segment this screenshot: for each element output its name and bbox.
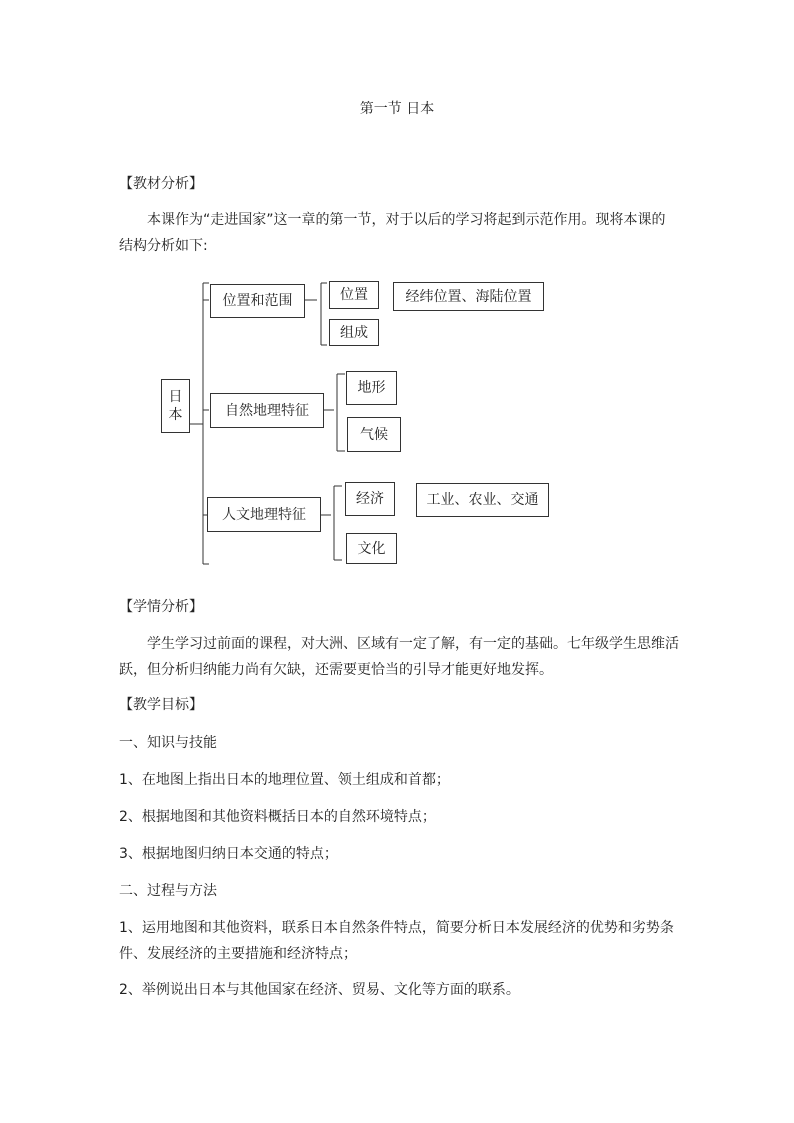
student-analysis-paragraph: 学生学习过前面的课程，对大洲、区域有一定了解，有一定的基础。七年级学生思维活跃，但分析归纳能力尚有欠缺，还需要更恰当的引导才能更好地发挥。 bbox=[119, 636, 679, 678]
root-node-japan bbox=[161, 379, 190, 433]
textbook-analysis-paragraph: 本课作为“走进国家”这一章的第一节，对于以后的学习将起到示范作用。现将本课的结构分析如下: bbox=[119, 212, 666, 254]
node-composition: 组成 bbox=[329, 319, 379, 346]
root-char-1: 日 bbox=[168, 389, 183, 405]
goal-item: 3、根据地图归纳日本交通的特点； bbox=[119, 846, 338, 862]
node-position: 位置 bbox=[329, 281, 379, 309]
node-economy-detail: 工业、农业、交通 bbox=[416, 483, 549, 517]
textbook-analysis-heading: 【教材分析】 bbox=[119, 176, 203, 192]
goal-item: 2、根据地图和其他资料概括日本的自然环境特点； bbox=[119, 809, 436, 825]
goal-item: 1、在地图上指出日本的地理位置、领土组成和首都； bbox=[119, 772, 450, 788]
goal-item: 2、举例说出日本与其他国家在经济、贸易、文化等方面的联系。 bbox=[119, 982, 520, 998]
goal-group-knowledge: 一、知识与技能 bbox=[119, 735, 217, 751]
goal-item: 1、运用地图和其他资料，联系日本自然条件特点，简要分析日本发展经济的优势和劣势条件、发展经济的主要措施和经济特点； bbox=[119, 920, 674, 962]
student-analysis-heading: 【学情分析】 bbox=[119, 599, 203, 615]
root-char-2: 本 bbox=[168, 407, 183, 423]
node-climate: 气候 bbox=[347, 417, 401, 452]
teaching-goals-heading: 【教学目标】 bbox=[119, 697, 203, 713]
node-human-geography: 人文地理特征 bbox=[207, 497, 321, 532]
node-economy: 经济 bbox=[345, 482, 395, 516]
node-terrain: 地形 bbox=[346, 371, 397, 405]
node-location-scope: 位置和范围 bbox=[210, 284, 305, 318]
page-title: 第一节 日本 bbox=[359, 101, 435, 117]
goal-group-process: 二、过程与方法 bbox=[119, 883, 217, 899]
node-position-detail: 经纬位置、海陆位置 bbox=[393, 282, 544, 311]
node-culture: 文化 bbox=[346, 533, 397, 564]
node-physical-geography: 自然地理特征 bbox=[210, 393, 324, 428]
